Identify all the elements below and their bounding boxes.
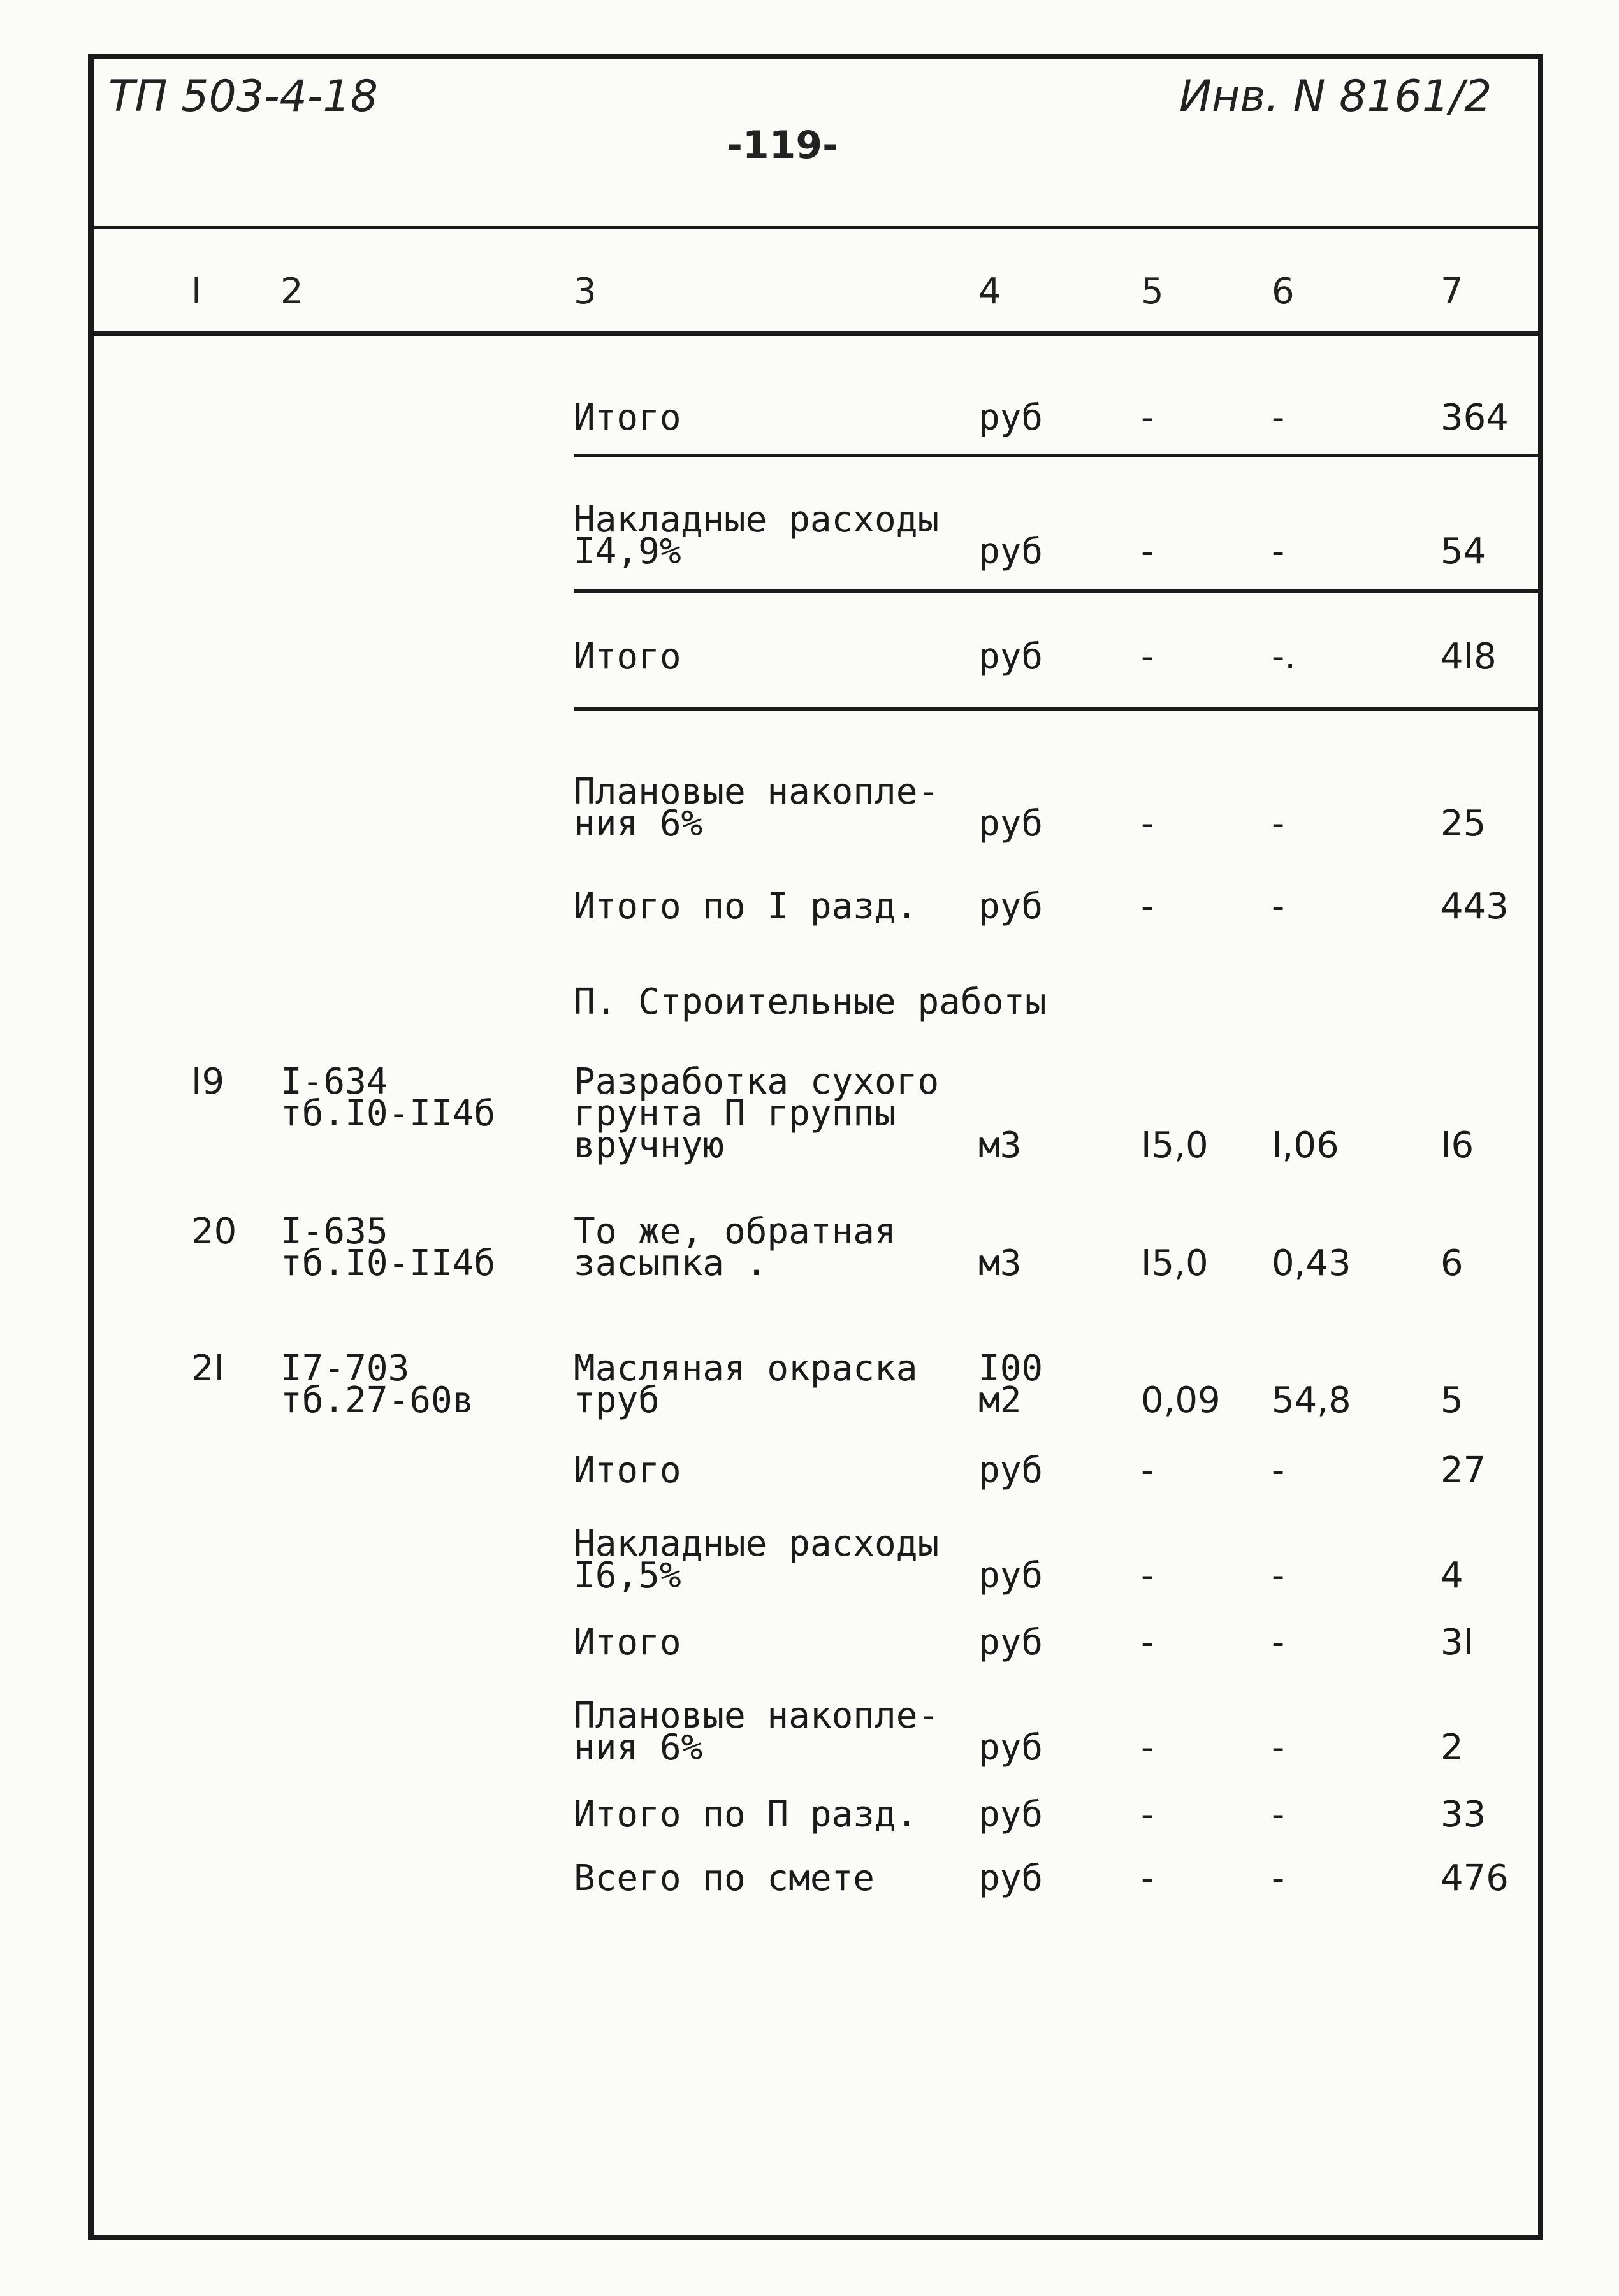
unit-price: - [1272, 1794, 1285, 1835]
work-description: грунта П группы [574, 1093, 896, 1134]
unit-price: - [1272, 1858, 1285, 1899]
unit: руб [978, 636, 1043, 677]
total-cost: 2 [1441, 1727, 1463, 1768]
quantity: - [1141, 1622, 1154, 1663]
work-description: Итого [574, 397, 681, 438]
total-cost: 27 [1441, 1450, 1486, 1491]
rate-code: тб.27-60в [280, 1380, 474, 1421]
unit: руб [978, 1858, 1043, 1899]
unit-price: - [1272, 1727, 1285, 1768]
quantity: - [1141, 1555, 1154, 1596]
quantity: - [1141, 1858, 1154, 1899]
column-header-4: 4 [978, 271, 1001, 312]
rate-code: I-634 [280, 1061, 388, 1102]
total-cost: 6 [1441, 1243, 1463, 1284]
total-cost: 33 [1441, 1794, 1486, 1835]
column-header-5: 5 [1141, 271, 1164, 312]
unit-price: I,06 [1272, 1125, 1339, 1166]
total-cost: I6 [1441, 1125, 1474, 1166]
column-header-6: 6 [1272, 271, 1295, 312]
total-cost: 443 [1441, 886, 1509, 927]
page-number: -119- [727, 123, 839, 168]
unit: м2 [978, 1380, 1022, 1421]
unit: руб [978, 803, 1043, 844]
work-description: ния 6% [574, 803, 703, 844]
doc-code: ТП 503-4-18 [108, 71, 378, 122]
unit: руб [978, 397, 1043, 438]
work-description: Итого по I разд. [574, 886, 918, 927]
work-description: П. Строительные работы [574, 981, 1047, 1023]
unit-price: - [1272, 1450, 1285, 1491]
column-header-divider [88, 331, 1543, 336]
unit-price: - [1272, 397, 1285, 438]
column-header-7: 7 [1441, 271, 1463, 312]
quantity: - [1141, 397, 1154, 438]
work-description: засыпка . [574, 1243, 767, 1284]
unit: руб [978, 886, 1043, 927]
total-cost: 5 [1441, 1380, 1463, 1421]
inventory-number: Инв. N 8161/2 [1179, 71, 1492, 122]
work-description: Всего по смете [574, 1858, 875, 1899]
unit-price: - [1272, 886, 1285, 927]
quantity: - [1141, 636, 1154, 677]
work-description: Накладные расходы [574, 499, 940, 540]
work-description: Разработка сухого [574, 1061, 940, 1102]
row-rule [574, 454, 1543, 457]
work-description: Накладные расходы [574, 1523, 940, 1564]
quantity: 0,09 [1141, 1380, 1221, 1421]
column-header-2: 2 [280, 271, 303, 312]
work-description: вручную [574, 1125, 725, 1166]
rate-code: I-635 [280, 1211, 388, 1252]
quantity: - [1141, 1450, 1154, 1491]
unit: м3 [978, 1125, 1022, 1166]
quantity: - [1141, 531, 1154, 572]
row-rule [574, 589, 1543, 593]
work-description: Итого [574, 1450, 681, 1491]
quantity: - [1141, 886, 1154, 927]
quantity: - [1141, 803, 1154, 844]
column-header-1: I [191, 271, 202, 312]
rate-code: тб.I0-II4б [280, 1093, 496, 1134]
column-header-3: 3 [574, 271, 597, 312]
unit: руб [978, 1622, 1043, 1663]
work-description: I4,9% [574, 531, 681, 572]
row-rule [574, 707, 1543, 711]
unit-price: - [1272, 803, 1285, 844]
total-cost: 364 [1441, 397, 1509, 438]
total-cost: 4I8 [1441, 636, 1497, 677]
total-cost: 476 [1441, 1858, 1509, 1899]
quantity: I5,0 [1141, 1125, 1209, 1166]
unit: I00 [978, 1348, 1043, 1389]
total-cost: 4 [1441, 1555, 1463, 1596]
work-description: Итого [574, 636, 681, 677]
unit: руб [978, 1727, 1043, 1768]
quantity: - [1141, 1727, 1154, 1768]
work-description: ния 6% [574, 1727, 703, 1768]
item-number: 20 [191, 1211, 237, 1252]
header-divider [88, 226, 1543, 229]
item-number: 2I [191, 1348, 225, 1389]
unit-price: 0,43 [1272, 1243, 1351, 1284]
work-description: Итого по П разд. [574, 1794, 918, 1835]
rate-code: тб.I0-II4б [280, 1243, 496, 1284]
work-description: Масляная окраска [574, 1348, 918, 1389]
work-description: То же, обратная [574, 1211, 896, 1252]
unit-price: - [1272, 531, 1285, 572]
unit: руб [978, 1555, 1043, 1596]
unit-price: -. [1272, 636, 1296, 677]
work-description: I6,5% [574, 1555, 681, 1596]
unit: м3 [978, 1243, 1022, 1284]
unit-price: - [1272, 1555, 1285, 1596]
total-cost: 54 [1441, 531, 1486, 572]
quantity: I5,0 [1141, 1243, 1209, 1284]
unit-price: - [1272, 1622, 1285, 1663]
item-number: I9 [191, 1061, 225, 1102]
total-cost: 25 [1441, 803, 1486, 844]
rate-code: I7-703 [280, 1348, 410, 1389]
unit: руб [978, 1450, 1043, 1491]
unit: руб [978, 1794, 1043, 1835]
work-description: труб [574, 1380, 660, 1421]
work-description: Итого [574, 1622, 681, 1663]
quantity: - [1141, 1794, 1154, 1835]
work-description: Плановые накопле- [574, 1695, 940, 1736]
total-cost: 3I [1441, 1622, 1474, 1663]
work-description: Плановые накопле- [574, 771, 940, 812]
unit-price: 54,8 [1272, 1380, 1351, 1421]
unit: руб [978, 531, 1043, 572]
